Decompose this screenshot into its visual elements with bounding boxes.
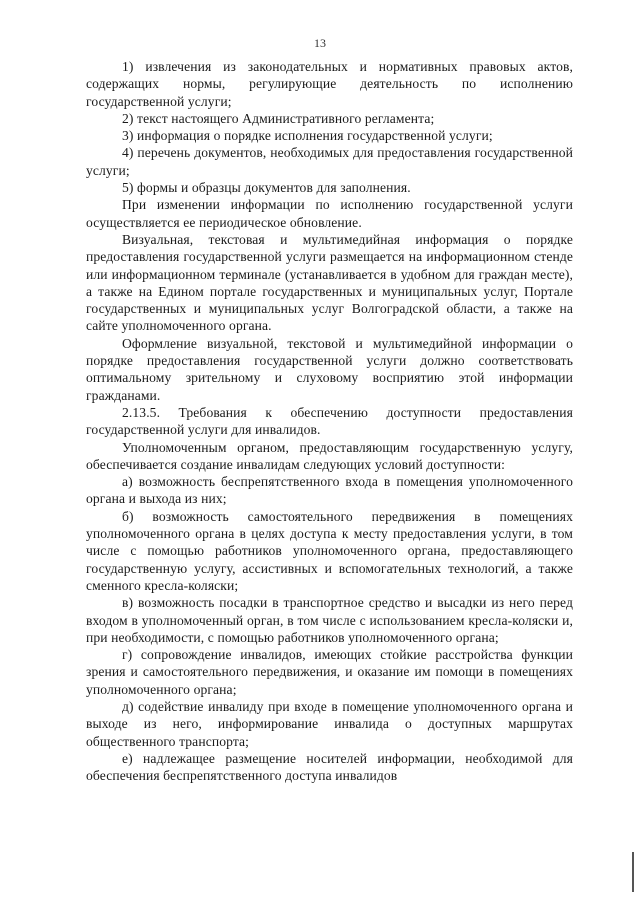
- paragraph-item-3: 3) информация о порядке исполнения государственной услуги;: [122, 128, 493, 144]
- page-number: 13: [314, 36, 326, 50]
- paragraph-condition-d: д) содействие инвалиду при входе в помещение уполномоченного органа и выходе из него, информирование инвалида о доступных маршрутах общественного транспорта;: [86, 698, 573, 749]
- paragraph-condition-b: б) возможность самостоятельного передвижения в помещениях уполномоченного органа в целях доступа к месту предоставления услуги, в том числе с помощью работников уполномоченного органа, предоставляющего государственную услугу, ассистивных и вспомогательных технологий, а также сменного кресла-коляски;: [86, 508, 573, 593]
- paragraph-item-2: 2) текст настоящего Административного регламента;: [122, 110, 435, 126]
- paragraph-item-4: 4) перечень документов, необходимых для предоставления государственной услуги;: [86, 145, 573, 178]
- paragraph-info-design: Оформление визуальной, текстовой и мультимедийной информации о порядке предоставления государственной услуги должно соответствовать оптимальному зрительному и слуховому восприятию этой информации гражданами.: [86, 335, 573, 403]
- paragraph-condition-e: е) надлежащее размещение носителей информации, необходимой для обеспечения беспрепятственного доступа инвалидов: [86, 750, 573, 784]
- paragraph-item-5: 5) формы и образцы документов для заполнения.: [122, 180, 411, 196]
- paragraph-item-1: 1) извлечения из законодательных и нормативных правовых актов, содержащих нормы, регулирующие деятельность по исполнению государственной услуги;: [86, 59, 573, 109]
- paragraph-info-placement: Визуальная, текстовая и мультимедийная информация о порядке предоставления государственной услуги размещается на информационном стенде или информационном терминале (устанавливается в удобном для граждан месте), а также на Едином портале государственных и муниципальных услуг, Портале государственных и муниципальных услуг Волгоградской области, а также на сайте уполномоченного органа.: [86, 231, 573, 334]
- paragraph-condition-g: г) сопровождение инвалидов, имеющих стойкие расстройства функции зрения и самостоятельного передвижения, и оказание им помощи в помещениях уполномоченного органа;: [86, 647, 573, 697]
- section-heading-2-13-5: 2.13.5. Требования к обеспечению доступности предоставления государственной услуги для инвалидов.: [86, 404, 573, 438]
- paragraph-condition-a: а) возможность беспрепятственного входа в помещения уполномоченного органа и выхода из них;: [86, 474, 573, 507]
- paragraph-condition-v: в) возможность посадки в транспортное средство и высадки из него перед входом в уполномоченный орган, в том числе с использованием кресла-коляски и, при необходимости, с помощью работников уполномоченного органа;: [86, 595, 573, 645]
- paragraph-accessibility-intro: Уполномоченным органом, предоставляющим государственную услугу, обеспечивается создание инвалидам следующих условий доступности:: [86, 439, 573, 472]
- paragraph-info-update: При изменении информации по исполнению государственной услуги осуществляется ее периодическое обновление.: [86, 197, 573, 230]
- document-body: [86, 58, 573, 784]
- scan-edge-mark: [632, 852, 634, 892]
